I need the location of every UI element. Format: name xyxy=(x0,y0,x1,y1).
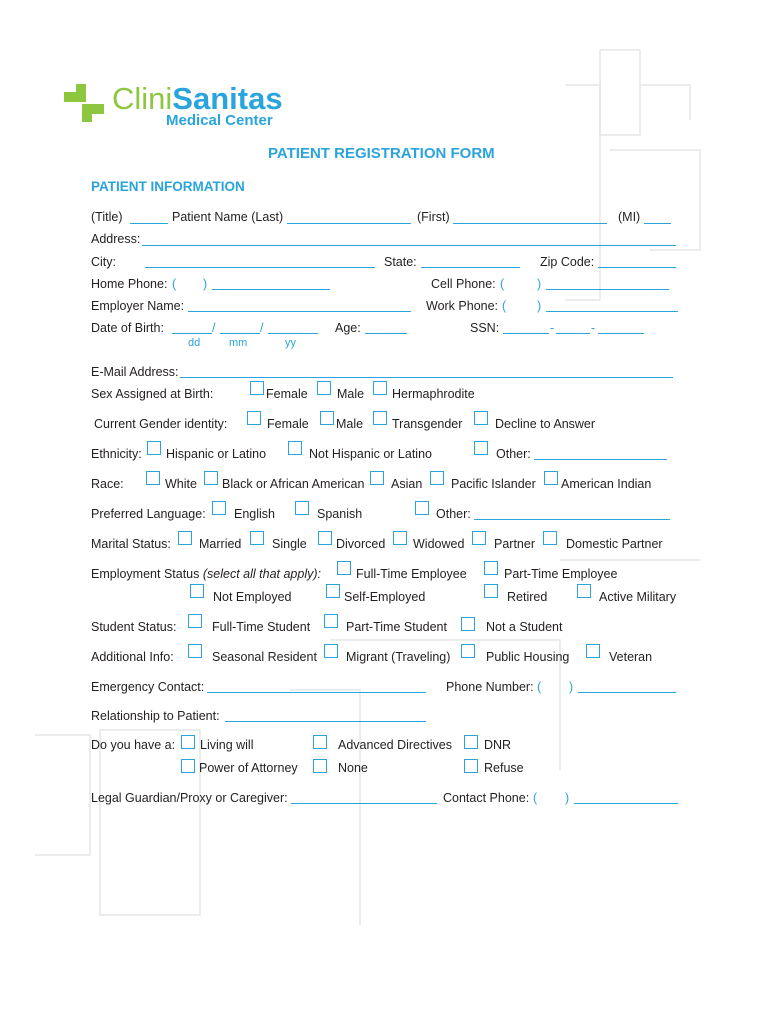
marital-label: Marital Status: xyxy=(91,537,171,551)
marital-married-label: Married xyxy=(199,537,242,551)
marital-domestic-partner-label: Domestic Partner xyxy=(566,537,663,551)
power-of-attorney-label: Power of Attorney xyxy=(199,761,298,775)
race-pacific-checkbox[interactable] xyxy=(430,471,444,485)
sex-female-checkbox[interactable] xyxy=(250,381,264,395)
employment-fulltime-label: Full-Time Employee xyxy=(356,567,467,581)
ethnicity-hispanic-checkbox[interactable] xyxy=(147,441,161,455)
dob-yy-hint: yy xyxy=(285,337,296,349)
language-other-label: Other: xyxy=(436,507,471,521)
sex-male-label: Male xyxy=(337,387,365,401)
race-pacific-label: Pacific Islander xyxy=(451,477,536,491)
emergency-phone-paren-close: ) xyxy=(569,680,574,694)
first-name-label: (First) xyxy=(417,210,450,224)
marital-married-checkbox[interactable] xyxy=(178,531,192,545)
cell-phone-field[interactable] xyxy=(546,289,669,290)
zip-field[interactable] xyxy=(598,267,676,268)
title-field[interactable] xyxy=(130,223,168,224)
last-name-field[interactable] xyxy=(287,223,411,224)
sex-female-label: Female xyxy=(266,387,308,401)
gender-male-checkbox[interactable] xyxy=(320,411,334,425)
refuse-label: Refuse xyxy=(484,761,524,775)
sex-hermaphrodite-checkbox[interactable] xyxy=(373,381,387,395)
work-phone-paren-open: ( xyxy=(502,299,507,313)
state-label: State: xyxy=(384,255,417,269)
employment-retired-checkbox[interactable] xyxy=(484,584,498,598)
language-other-checkbox[interactable] xyxy=(415,501,429,515)
address-field[interactable] xyxy=(142,245,676,246)
ssn-label: SSN: xyxy=(470,321,500,335)
race-asian-checkbox[interactable] xyxy=(370,471,384,485)
advanced-directives-label: Advanced Directives xyxy=(338,738,452,752)
gender-decline-checkbox[interactable] xyxy=(474,411,488,425)
relationship-label: Relationship to Patient: xyxy=(91,709,220,723)
sex-label: Sex Assigned at Birth: xyxy=(91,387,214,401)
employment-label: Employment Status (select all that apply): xyxy=(91,567,321,581)
additional-migrant-checkbox[interactable] xyxy=(324,644,338,658)
language-spanish-checkbox[interactable] xyxy=(295,501,309,515)
employer-field[interactable] xyxy=(188,311,411,312)
language-english-checkbox[interactable] xyxy=(212,501,226,515)
age-label: Age: xyxy=(335,321,361,335)
marital-partner-label: Partner xyxy=(494,537,535,551)
dnr-checkbox[interactable] xyxy=(464,735,478,749)
additional-veteran-checkbox[interactable] xyxy=(586,644,600,658)
title-label: (Title) xyxy=(91,210,123,224)
ssn-dash-1: - xyxy=(550,321,555,335)
cell-phone-paren-close: ) xyxy=(537,277,542,291)
email-label: E-Mail Address: xyxy=(91,365,179,379)
employment-parttime-label: Part-Time Employee xyxy=(504,567,618,581)
employment-retired-label: Retired xyxy=(507,590,548,604)
ssn-part3-field[interactable] xyxy=(598,333,644,334)
employment-not-employed-checkbox[interactable] xyxy=(190,584,204,598)
city-label: City: xyxy=(91,255,116,269)
employment-not-employed-label: Not Employed xyxy=(213,590,292,604)
race-white-checkbox[interactable] xyxy=(146,471,160,485)
form-title: PATIENT REGISTRATION FORM xyxy=(268,145,495,162)
marital-divorced-label: Divorced xyxy=(336,537,386,551)
zip-label: Zip Code: xyxy=(540,255,595,269)
ethnicity-hispanic-label: Hispanic or Latino xyxy=(166,447,267,461)
race-american-indian-label: American Indian xyxy=(561,477,652,491)
marital-widowed-label: Widowed xyxy=(413,537,465,551)
employer-label: Employer Name: xyxy=(91,299,185,313)
sex-hermaphrodite-label: Hermaphrodite xyxy=(392,387,475,401)
race-black-label: Black or African American xyxy=(222,477,365,491)
dob-dd-hint: dd xyxy=(188,337,201,349)
emergency-contact-field[interactable] xyxy=(207,692,426,693)
dob-label: Date of Birth: xyxy=(91,321,164,335)
race-label: Race: xyxy=(91,477,124,491)
marital-divorced-checkbox[interactable] xyxy=(318,531,332,545)
emergency-phone-label: Phone Number: xyxy=(446,680,534,694)
employment-self-employed-label: Self-Employed xyxy=(344,590,426,604)
employment-self-employed-checkbox[interactable] xyxy=(326,584,340,598)
last-name-label: Patient Name (Last) xyxy=(172,210,284,224)
home-phone-label: Home Phone: xyxy=(91,277,168,291)
additional-veteran-label: Veteran xyxy=(609,650,653,664)
relationship-field[interactable] xyxy=(225,721,426,722)
employment-fulltime-checkbox[interactable] xyxy=(337,561,351,575)
work-phone-paren-close: ) xyxy=(537,299,542,313)
additional-info-label: Additional Info: xyxy=(91,650,174,664)
ssn-dash-2: - xyxy=(591,321,596,335)
dob-mm-hint: mm xyxy=(229,337,248,349)
email-field[interactable] xyxy=(180,377,673,378)
marital-single-label: Single xyxy=(272,537,307,551)
power-of-attorney-checkbox[interactable] xyxy=(181,759,195,773)
race-black-checkbox[interactable] xyxy=(204,471,218,485)
brand-name: CliniSanitas xyxy=(112,81,283,116)
employment-parttime-checkbox[interactable] xyxy=(484,561,498,575)
refuse-checkbox[interactable] xyxy=(464,759,478,773)
home-phone-paren-open: ( xyxy=(172,277,177,291)
age-field[interactable] xyxy=(365,333,407,334)
additional-seasonal-label: Seasonal Resident xyxy=(212,650,317,664)
state-field[interactable] xyxy=(421,267,520,268)
student-not-student-label: Not a Student xyxy=(486,620,563,634)
language-spanish-label: Spanish xyxy=(317,507,363,521)
do-you-have-label: Do you have a: xyxy=(91,738,176,752)
none-checkbox[interactable] xyxy=(313,759,327,773)
ethnicity-other-field[interactable] xyxy=(534,459,667,460)
living-will-label: Living will xyxy=(200,738,254,752)
first-name-field[interactable] xyxy=(453,223,607,224)
marital-single-checkbox[interactable] xyxy=(250,531,264,545)
ethnicity-label: Ethnicity: xyxy=(91,447,142,461)
city-field[interactable] xyxy=(145,267,375,268)
home-phone-field[interactable] xyxy=(212,289,330,290)
race-asian-label: Asian xyxy=(391,477,423,491)
additional-migrant-label: Migrant (Traveling) xyxy=(346,650,451,664)
dob-mm-field[interactable] xyxy=(220,333,260,334)
cell-phone-label: Cell Phone: xyxy=(431,277,496,291)
race-american-indian-checkbox[interactable] xyxy=(544,471,558,485)
contact-phone-field[interactable] xyxy=(574,803,678,804)
ssn-part1-field[interactable] xyxy=(503,333,549,334)
home-phone-paren-close: ) xyxy=(203,277,208,291)
language-other-field[interactable] xyxy=(474,519,670,520)
gender-female-label: Female xyxy=(267,417,309,431)
advanced-directives-checkbox[interactable] xyxy=(313,735,327,749)
student-fulltime-checkbox[interactable] xyxy=(188,614,202,628)
gender-label: Current Gender identity: xyxy=(94,417,228,431)
employment-military-checkbox[interactable] xyxy=(577,584,591,598)
contact-phone-paren-close: ) xyxy=(565,791,570,805)
guardian-label: Legal Guardian/Proxy or Caregiver: xyxy=(91,791,288,805)
additional-housing-checkbox[interactable] xyxy=(461,644,475,658)
dnr-label: DNR xyxy=(484,738,512,752)
gender-male-label: Male xyxy=(336,417,364,431)
brand-subtitle: Medical Center xyxy=(166,112,273,129)
ethnicity-not-hispanic-checkbox[interactable] xyxy=(288,441,302,455)
ethnicity-not-hispanic-label: Not Hispanic or Latino xyxy=(309,447,432,461)
dob-yy-field[interactable] xyxy=(268,333,318,334)
ethnicity-other-checkbox[interactable] xyxy=(474,441,488,455)
student-fulltime-label: Full-Time Student xyxy=(212,620,311,634)
dob-slash-2: / xyxy=(260,321,264,335)
section-heading: PATIENT INFORMATION xyxy=(91,179,245,194)
gender-transgender-checkbox[interactable] xyxy=(373,411,387,425)
language-label: Preferred Language: xyxy=(91,507,206,521)
clinisanitas-logo-icon xyxy=(64,84,104,124)
additional-seasonal-checkbox[interactable] xyxy=(188,644,202,658)
dob-dd-field[interactable] xyxy=(172,333,212,334)
contact-phone-paren-open: ( xyxy=(533,791,538,805)
mi-label: (MI) xyxy=(618,210,641,224)
emergency-phone-paren-open: ( xyxy=(537,680,542,694)
emergency-contact-label: Emergency Contact: xyxy=(91,680,205,694)
student-parttime-label: Part-Time Student xyxy=(346,620,447,634)
gender-decline-label: Decline to Answer xyxy=(495,417,596,431)
language-english-label: English xyxy=(234,507,275,521)
living-will-checkbox[interactable] xyxy=(181,735,195,749)
marital-partner-checkbox[interactable] xyxy=(472,531,486,545)
guardian-field[interactable] xyxy=(291,803,437,804)
work-phone-field[interactable] xyxy=(546,311,678,312)
student-not-student-checkbox[interactable] xyxy=(461,617,475,631)
ethnicity-other-label: Other: xyxy=(496,447,531,461)
contact-phone-label: Contact Phone: xyxy=(443,791,530,805)
marital-domestic-partner-checkbox[interactable] xyxy=(543,531,557,545)
race-white-label: White xyxy=(165,477,197,491)
student-parttime-checkbox[interactable] xyxy=(324,614,338,628)
cell-phone-paren-open: ( xyxy=(500,277,505,291)
sex-male-checkbox[interactable] xyxy=(317,381,331,395)
gender-female-checkbox[interactable] xyxy=(247,411,261,425)
none-label: None xyxy=(338,761,368,775)
additional-housing-label: Public Housing xyxy=(486,650,570,664)
employment-military-label: Active Military xyxy=(599,590,677,604)
marital-widowed-checkbox[interactable] xyxy=(393,531,407,545)
student-label: Student Status: xyxy=(91,620,177,634)
emergency-phone-field[interactable] xyxy=(578,692,676,693)
gender-transgender-label: Transgender xyxy=(392,417,463,431)
mi-field[interactable] xyxy=(644,223,671,224)
ssn-part2-field[interactable] xyxy=(556,333,590,334)
address-label: Address: xyxy=(91,232,141,246)
dob-slash-1: / xyxy=(212,321,216,335)
work-phone-label: Work Phone: xyxy=(426,299,499,313)
